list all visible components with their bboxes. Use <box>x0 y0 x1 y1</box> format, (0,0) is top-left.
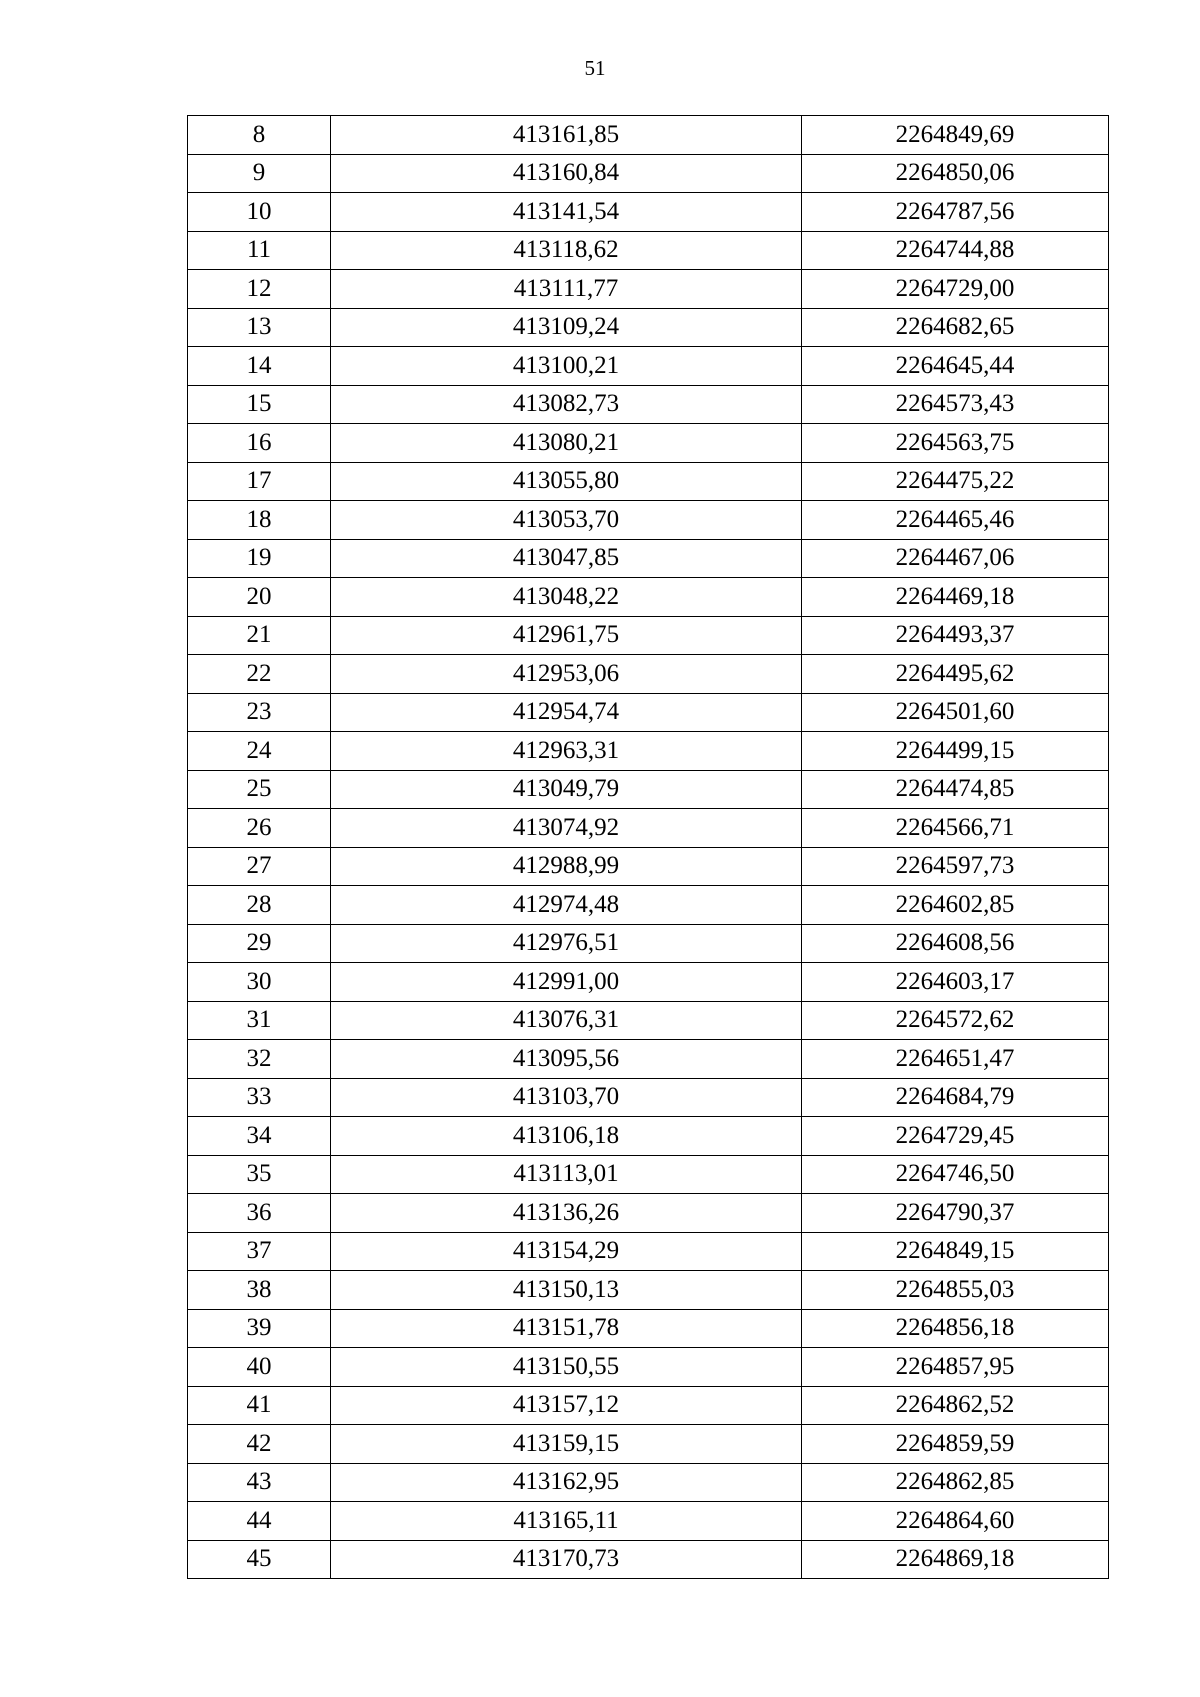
x-coordinate-cell: 413109,24 <box>331 308 802 347</box>
table-row <box>188 732 1109 771</box>
point-number-cell: 12 <box>188 270 331 309</box>
table-row <box>188 1155 1109 1194</box>
table-row <box>188 1194 1109 1233</box>
table-row <box>188 963 1109 1002</box>
x-coordinate-cell: 413082,73 <box>331 385 802 424</box>
x-coordinate-cell: 412961,75 <box>331 616 802 655</box>
table-row <box>188 1232 1109 1271</box>
y-coordinate-cell: 2264787,56 <box>802 193 1109 232</box>
table-row <box>188 116 1109 155</box>
point-number-cell: 39 <box>188 1309 331 1348</box>
point-number-cell: 37 <box>188 1232 331 1271</box>
x-coordinate-cell: 413048,22 <box>331 578 802 617</box>
x-coordinate-cell: 413055,80 <box>331 462 802 501</box>
y-coordinate-cell: 2264501,60 <box>802 693 1109 732</box>
x-coordinate-cell: 413170,73 <box>331 1540 802 1579</box>
y-coordinate-cell: 2264682,65 <box>802 308 1109 347</box>
point-number-cell: 44 <box>188 1502 331 1541</box>
point-number-cell: 35 <box>188 1155 331 1194</box>
y-coordinate-cell: 2264869,18 <box>802 1540 1109 1579</box>
point-number-cell: 11 <box>188 231 331 270</box>
table-row <box>188 1386 1109 1425</box>
y-coordinate-cell: 2264864,60 <box>802 1502 1109 1541</box>
point-number-cell: 10 <box>188 193 331 232</box>
x-coordinate-cell: 413106,18 <box>331 1117 802 1156</box>
x-coordinate-cell: 413154,29 <box>331 1232 802 1271</box>
y-coordinate-cell: 2264849,69 <box>802 116 1109 155</box>
table-row <box>188 1001 1109 1040</box>
point-number-cell: 45 <box>188 1540 331 1579</box>
y-coordinate-cell: 2264602,85 <box>802 886 1109 925</box>
x-coordinate-cell: 413113,01 <box>331 1155 802 1194</box>
y-coordinate-cell: 2264746,50 <box>802 1155 1109 1194</box>
y-coordinate-cell: 2264857,95 <box>802 1348 1109 1387</box>
table-row <box>188 847 1109 886</box>
table-row <box>188 539 1109 578</box>
point-number-cell: 30 <box>188 963 331 1002</box>
x-coordinate-cell: 413160,84 <box>331 154 802 193</box>
table-row <box>188 886 1109 925</box>
table-row <box>188 655 1109 694</box>
table-row <box>188 924 1109 963</box>
x-coordinate-cell: 412988,99 <box>331 847 802 886</box>
table-row <box>188 1040 1109 1079</box>
table-row <box>188 154 1109 193</box>
point-number-cell: 38 <box>188 1271 331 1310</box>
y-coordinate-cell: 2264856,18 <box>802 1309 1109 1348</box>
table-row <box>188 462 1109 501</box>
y-coordinate-cell: 2264862,52 <box>802 1386 1109 1425</box>
point-number-cell: 33 <box>188 1078 331 1117</box>
point-number-cell: 34 <box>188 1117 331 1156</box>
table-row <box>188 1117 1109 1156</box>
point-number-cell: 29 <box>188 924 331 963</box>
x-coordinate-cell: 413103,70 <box>331 1078 802 1117</box>
x-coordinate-cell: 413095,56 <box>331 1040 802 1079</box>
y-coordinate-cell: 2264850,06 <box>802 154 1109 193</box>
y-coordinate-cell: 2264475,22 <box>802 462 1109 501</box>
x-coordinate-cell: 413076,31 <box>331 1001 802 1040</box>
x-coordinate-cell: 412976,51 <box>331 924 802 963</box>
point-number-cell: 24 <box>188 732 331 771</box>
point-number-cell: 8 <box>188 116 331 155</box>
x-coordinate-cell: 413100,21 <box>331 347 802 386</box>
point-number-cell: 40 <box>188 1348 331 1387</box>
y-coordinate-cell: 2264729,00 <box>802 270 1109 309</box>
page-number: 51 <box>584 56 606 80</box>
point-number-cell: 27 <box>188 847 331 886</box>
point-number-cell: 20 <box>188 578 331 617</box>
y-coordinate-cell: 2264744,88 <box>802 231 1109 270</box>
x-coordinate-cell: 413141,54 <box>331 193 802 232</box>
point-number-cell: 17 <box>188 462 331 501</box>
table-row <box>188 693 1109 732</box>
point-number-cell: 13 <box>188 308 331 347</box>
y-coordinate-cell: 2264572,62 <box>802 1001 1109 1040</box>
y-coordinate-cell: 2264790,37 <box>802 1194 1109 1233</box>
x-coordinate-cell: 412963,31 <box>331 732 802 771</box>
y-coordinate-cell: 2264849,15 <box>802 1232 1109 1271</box>
x-coordinate-cell: 412991,00 <box>331 963 802 1002</box>
x-coordinate-cell: 413162,95 <box>331 1463 802 1502</box>
point-number-cell: 41 <box>188 1386 331 1425</box>
table-row <box>188 270 1109 309</box>
y-coordinate-cell: 2264573,43 <box>802 385 1109 424</box>
table-row <box>188 1463 1109 1502</box>
x-coordinate-cell: 413157,12 <box>331 1386 802 1425</box>
point-number-cell: 15 <box>188 385 331 424</box>
point-number-cell: 32 <box>188 1040 331 1079</box>
table-row <box>188 1309 1109 1348</box>
y-coordinate-cell: 2264474,85 <box>802 770 1109 809</box>
x-coordinate-cell: 413150,13 <box>331 1271 802 1310</box>
table-row <box>188 501 1109 540</box>
point-number-cell: 42 <box>188 1425 331 1464</box>
table-row <box>188 424 1109 463</box>
y-coordinate-cell: 2264465,46 <box>802 501 1109 540</box>
point-number-cell: 16 <box>188 424 331 463</box>
y-coordinate-cell: 2264467,06 <box>802 539 1109 578</box>
point-number-cell: 22 <box>188 655 331 694</box>
x-coordinate-cell: 413053,70 <box>331 501 802 540</box>
table-row <box>188 347 1109 386</box>
point-number-cell: 23 <box>188 693 331 732</box>
table-row <box>188 308 1109 347</box>
table-row <box>188 578 1109 617</box>
y-coordinate-cell: 2264499,15 <box>802 732 1109 771</box>
y-coordinate-cell: 2264862,85 <box>802 1463 1109 1502</box>
point-number-cell: 9 <box>188 154 331 193</box>
x-coordinate-cell: 413049,79 <box>331 770 802 809</box>
x-coordinate-cell: 413136,26 <box>331 1194 802 1233</box>
y-coordinate-cell: 2264493,37 <box>802 616 1109 655</box>
coordinates-table <box>187 115 1109 1579</box>
y-coordinate-cell: 2264495,62 <box>802 655 1109 694</box>
x-coordinate-cell: 413080,21 <box>331 424 802 463</box>
table-row <box>188 1502 1109 1541</box>
x-coordinate-cell: 413047,85 <box>331 539 802 578</box>
table-row <box>188 385 1109 424</box>
point-number-cell: 31 <box>188 1001 331 1040</box>
x-coordinate-cell: 412974,48 <box>331 886 802 925</box>
y-coordinate-cell: 2264597,73 <box>802 847 1109 886</box>
x-coordinate-cell: 413159,15 <box>331 1425 802 1464</box>
table-row <box>188 193 1109 232</box>
point-number-cell: 43 <box>188 1463 331 1502</box>
point-number-cell: 36 <box>188 1194 331 1233</box>
y-coordinate-cell: 2264469,18 <box>802 578 1109 617</box>
x-coordinate-cell: 413074,92 <box>331 809 802 848</box>
point-number-cell: 25 <box>188 770 331 809</box>
table-row <box>188 770 1109 809</box>
y-coordinate-cell: 2264566,71 <box>802 809 1109 848</box>
y-coordinate-cell: 2264651,47 <box>802 1040 1109 1079</box>
point-number-cell: 19 <box>188 539 331 578</box>
table-row <box>188 616 1109 655</box>
table-row <box>188 1348 1109 1387</box>
x-coordinate-cell: 413151,78 <box>331 1309 802 1348</box>
point-number-cell: 14 <box>188 347 331 386</box>
x-coordinate-cell: 413150,55 <box>331 1348 802 1387</box>
table-row <box>188 1271 1109 1310</box>
x-coordinate-cell: 413161,85 <box>331 116 802 155</box>
y-coordinate-cell: 2264859,59 <box>802 1425 1109 1464</box>
y-coordinate-cell: 2264729,45 <box>802 1117 1109 1156</box>
table-row <box>188 231 1109 270</box>
x-coordinate-cell: 412954,74 <box>331 693 802 732</box>
point-number-cell: 26 <box>188 809 331 848</box>
y-coordinate-cell: 2264684,79 <box>802 1078 1109 1117</box>
y-coordinate-cell: 2264563,75 <box>802 424 1109 463</box>
x-coordinate-cell: 413118,62 <box>331 231 802 270</box>
x-coordinate-cell: 413165,11 <box>331 1502 802 1541</box>
x-coordinate-cell: 413111,77 <box>331 270 802 309</box>
y-coordinate-cell: 2264608,56 <box>802 924 1109 963</box>
table-row <box>188 1078 1109 1117</box>
table-row <box>188 1540 1109 1579</box>
table-row <box>188 809 1109 848</box>
table-row <box>188 1425 1109 1464</box>
point-number-cell: 21 <box>188 616 331 655</box>
point-number-cell: 18 <box>188 501 331 540</box>
coordinates-table-body <box>188 116 1109 1579</box>
x-coordinate-cell: 412953,06 <box>331 655 802 694</box>
y-coordinate-cell: 2264855,03 <box>802 1271 1109 1310</box>
y-coordinate-cell: 2264603,17 <box>802 963 1109 1002</box>
y-coordinate-cell: 2264645,44 <box>802 347 1109 386</box>
point-number-cell: 28 <box>188 886 331 925</box>
